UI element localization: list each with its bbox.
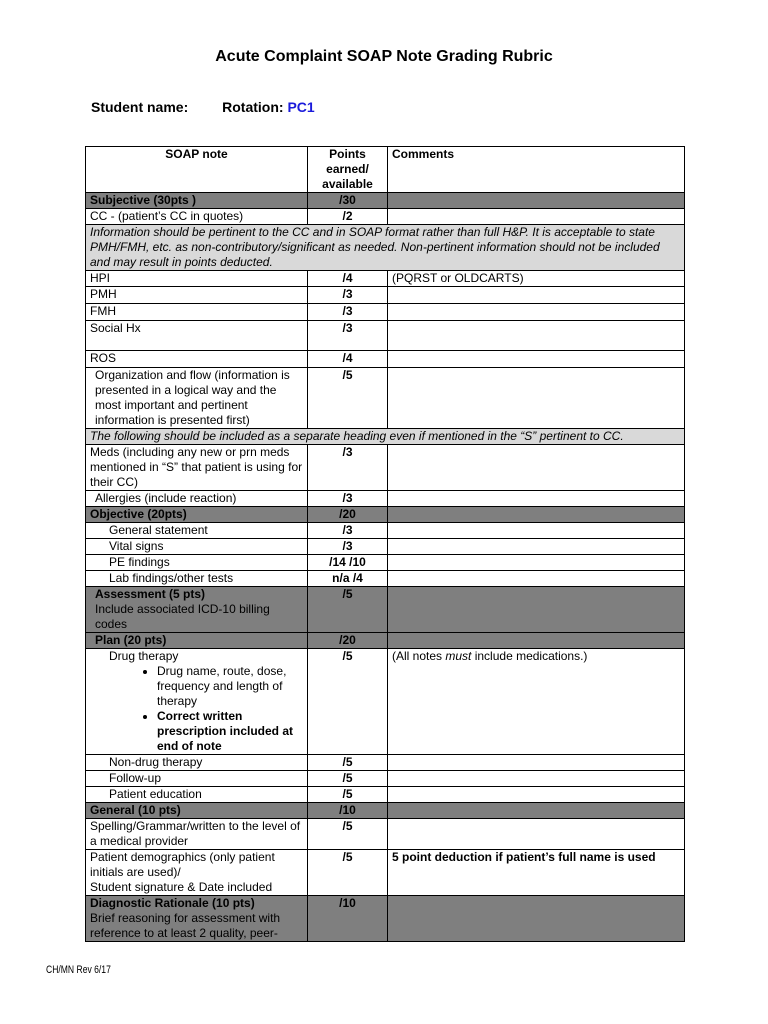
row-comment	[388, 368, 685, 429]
row-label: Lab findings/other tests	[86, 571, 308, 587]
table-row-drug-therapy	[86, 649, 685, 755]
row-points: /5	[308, 368, 388, 429]
header-comments: Comments	[388, 147, 685, 193]
section-row-plan	[86, 633, 685, 649]
row-comment: (PQRST or OLDCARTS)	[388, 271, 685, 287]
grading-rubric-table	[85, 146, 685, 942]
row-points: /3	[308, 287, 388, 304]
row-label: General statement	[86, 523, 308, 539]
row-points: /3	[308, 321, 388, 351]
section-row-objective	[86, 507, 685, 523]
row-label: Spelling/Grammar/written to the level of a medical provider	[86, 819, 308, 850]
row-label: HPI	[86, 271, 308, 287]
row-points: /20	[308, 633, 388, 649]
row-comment	[388, 571, 685, 587]
row-comment	[388, 287, 685, 304]
table-row	[86, 491, 685, 507]
row-comment	[388, 587, 685, 633]
comment-text: include medications.)	[471, 649, 588, 663]
row-comment	[388, 491, 685, 507]
row-comment	[388, 633, 685, 649]
table-row	[86, 571, 685, 587]
list-item: • Drug name, route, dose, frequency and length of therapy	[157, 664, 303, 709]
row-label	[86, 587, 308, 633]
row-label: Vital signs	[86, 539, 308, 555]
table-row	[86, 321, 685, 351]
row-comment	[388, 771, 685, 787]
row-comment	[388, 787, 685, 803]
row-comment	[388, 193, 685, 209]
table-row	[86, 787, 685, 803]
row-label: PE findings	[86, 555, 308, 571]
row-label: Meds (including any new or prn meds mentioned in “S” that patient is using for their CC)	[86, 445, 308, 491]
row-label: Plan (20 pts)	[86, 633, 308, 649]
row-label: CC - (patient’s CC in quotes)	[86, 209, 308, 225]
row-points: /2	[308, 209, 388, 225]
row-label: Non-drug therapy	[86, 755, 308, 771]
section-row-diagnostic-rationale	[86, 896, 685, 942]
row-label: Organization and flow (information is presented in a logical way and the most important and pertinent information is presented first)	[86, 368, 308, 429]
row-comment	[388, 555, 685, 571]
row-label	[86, 850, 308, 896]
row-comment	[388, 803, 685, 819]
table-row	[86, 755, 685, 771]
row-comment: 5 point deduction if patient’s full name is used	[388, 850, 685, 896]
row-comment	[388, 539, 685, 555]
row-points: /10	[308, 896, 388, 942]
row-points: /3	[308, 523, 388, 539]
table-row	[86, 819, 685, 850]
row-comment	[388, 445, 685, 491]
demographics-label: Patient demographics (only patient initials are used)/	[90, 850, 275, 879]
row-label	[86, 896, 308, 942]
table-row	[86, 771, 685, 787]
revision-footer: CH/MN Rev 6/17	[46, 964, 111, 976]
row-points: /5	[308, 649, 388, 755]
row-label: Follow-up	[86, 771, 308, 787]
row-points: /4	[308, 271, 388, 287]
row-label: Subjective (30pts )	[86, 193, 308, 209]
row-points: n/a /4	[308, 571, 388, 587]
row-points: /5	[308, 787, 388, 803]
signature-label: Student signature & Date included	[90, 880, 273, 894]
table-row	[86, 287, 685, 304]
row-points: /3	[308, 445, 388, 491]
row-comment	[388, 523, 685, 539]
row-points: /4	[308, 351, 388, 368]
row-label: PMH	[86, 287, 308, 304]
header-soap-note: SOAP note	[86, 147, 308, 193]
table-row	[86, 351, 685, 368]
table-row	[86, 445, 685, 491]
drug-therapy-label: Drug therapy	[109, 649, 179, 663]
table-row	[86, 271, 685, 287]
table-row	[86, 304, 685, 321]
row-comment	[388, 896, 685, 942]
row-comment	[388, 649, 685, 755]
section-row-subjective	[86, 193, 685, 209]
row-label: Objective (20pts)	[86, 507, 308, 523]
row-points: /3	[308, 304, 388, 321]
comment-emphasis: must	[445, 649, 472, 663]
header-row	[86, 147, 685, 193]
note-row-pertinence	[86, 225, 685, 271]
section-subtext: Include associated ICD-10 billing codes	[95, 602, 270, 631]
row-points: /20	[308, 507, 388, 523]
row-comment	[388, 321, 685, 351]
table-row	[86, 555, 685, 571]
row-comment	[388, 209, 685, 225]
drug-therapy-bullets	[109, 664, 303, 754]
row-points: /5	[308, 755, 388, 771]
table-row	[86, 850, 685, 896]
table-row	[86, 368, 685, 429]
row-label: Social Hx	[86, 321, 308, 351]
row-label: Allergies (include reaction)	[86, 491, 308, 507]
note-row-separate-heading	[86, 429, 685, 445]
row-comment	[388, 755, 685, 771]
row-label: General (10 pts)	[86, 803, 308, 819]
row-points: /5	[308, 850, 388, 896]
row-comment	[388, 304, 685, 321]
row-points: /5	[308, 587, 388, 633]
section-row-general	[86, 803, 685, 819]
row-points: /10	[308, 803, 388, 819]
row-points: /3	[308, 539, 388, 555]
row-comment	[388, 819, 685, 850]
row-points: /5	[308, 819, 388, 850]
row-points: /3	[308, 491, 388, 507]
student-name-label: Student name:	[91, 99, 189, 115]
row-label: Patient education	[86, 787, 308, 803]
row-label: FMH	[86, 304, 308, 321]
row-points: /5	[308, 771, 388, 787]
document-title: Acute Complaint SOAP Note Grading Rubric	[215, 48, 553, 65]
row-comment	[388, 351, 685, 368]
table-row	[86, 209, 685, 225]
section-title: Diagnostic Rationale (10 pts)	[90, 896, 255, 910]
row-label: ROS	[86, 351, 308, 368]
comment-text: (All notes	[392, 649, 446, 663]
section-subtext: Brief reasoning for assessment with reference to at least 2 quality, peer-	[90, 911, 281, 940]
row-points: /14 /10	[308, 555, 388, 571]
section-title: Assessment (5 pts)	[95, 587, 206, 601]
rotation-label: Rotation:	[222, 99, 284, 115]
header-points: Points earned/ available	[308, 147, 388, 193]
table-row	[86, 539, 685, 555]
table-row	[86, 523, 685, 539]
row-comment	[388, 507, 685, 523]
student-info-line	[91, 99, 315, 115]
note-text: The following should be included as a separate heading even if mentioned in the “S” pertinent to CC.	[86, 429, 685, 445]
rotation-value: PC1	[287, 99, 315, 115]
note-text: Information should be pertinent to the CC and in SOAP format rather than full H&P. It is acceptable to state PMH/FMH, etc. as non-contributory/significant as needed. Non-pertinent information should not be included and may result in points deducted.	[86, 225, 685, 271]
row-label	[86, 649, 308, 755]
list-item: • Correct written prescription included at end of note	[157, 709, 303, 754]
row-points: /30	[308, 193, 388, 209]
section-row-assessment	[86, 587, 685, 633]
